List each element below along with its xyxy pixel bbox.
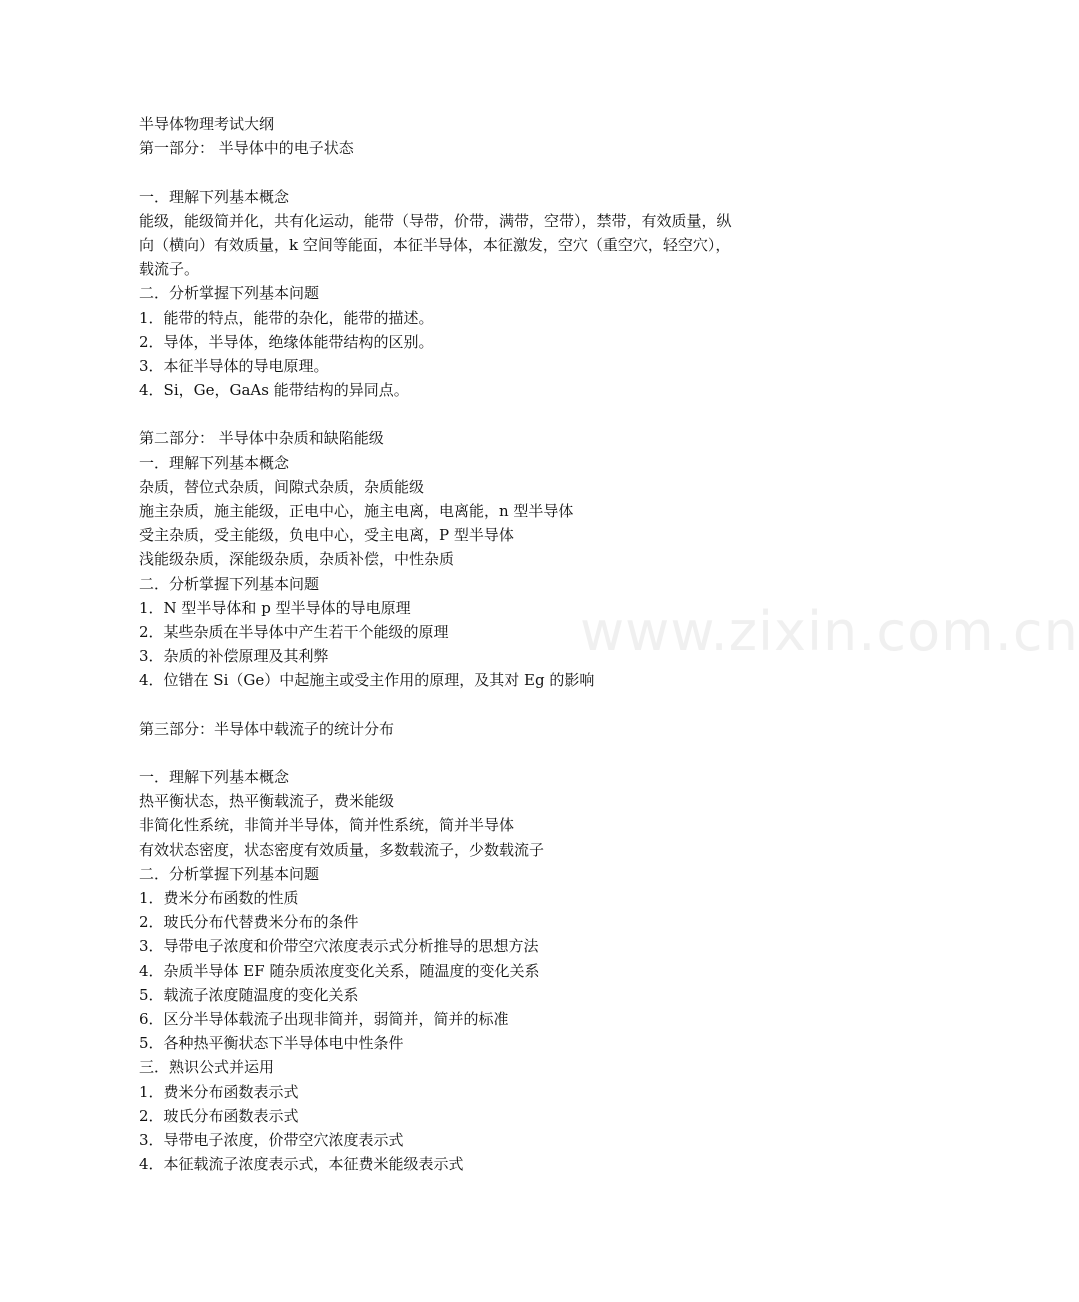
- text-line: 施主杂质，施主能级，正电中心，施主电离，电离能，n 型半导体: [139, 502, 574, 520]
- text-line: 二．分析掌握下列基本问题: [139, 864, 320, 883]
- text-line: 第一部分： 半导体中的电子状态: [139, 139, 354, 158]
- text-line: 能级，能级简并化，共有化运动，能带（导带，价带，满带，空带），禁带，有效质量，纵: [139, 211, 732, 230]
- text-line: 热平衡状态，热平衡载流子，费米能级: [139, 792, 395, 811]
- text-line: 杂质，替位式杂质，间隙式杂质，杂质能级: [139, 477, 425, 496]
- text-line: 一．理解下列基本概念: [139, 453, 290, 472]
- text-line: 3．杂质的补偿原理及其利弊: [139, 647, 329, 666]
- text-line: 6．区分半导体载流子出现非简并，弱简并，简并的标准: [139, 1009, 509, 1028]
- text-line: 3．导带电子浓度和价带空穴浓度表示式分析推导的思想方法: [139, 937, 539, 956]
- text-line: 4．本征载流子浓度表示式，本征费米能级表示式: [139, 1155, 464, 1174]
- watermark: www.zixin.com.cn: [580, 600, 1079, 663]
- text-line: 2．导体，半导体，绝缘体能带结构的区别。: [139, 332, 434, 351]
- text-line: 浅能级杂质，深能级杂质，杂质补偿，中性杂质: [139, 550, 455, 569]
- text-line: 受主杂质，受主能级，负电中心，受主电离，P 型半导体: [139, 526, 514, 545]
- text-line: 载流子。: [139, 260, 200, 279]
- text-line: 1．能带的特点，能带的杂化，能带的描述。: [139, 308, 434, 327]
- blank-line: [139, 402, 799, 426]
- blank-line: [139, 741, 799, 765]
- text-line: 1．费米分布函数表示式: [139, 1082, 299, 1101]
- text-line: 2．玻氏分布代替费米分布的条件: [139, 913, 359, 932]
- text-line: 5．载流子浓度随温度的变化关系: [139, 985, 359, 1004]
- blank-line: [139, 160, 799, 184]
- text-line: 2．某些杂质在半导体中产生若干个能级的原理: [139, 622, 449, 641]
- text-line: 2．玻氏分布函数表示式: [139, 1106, 299, 1125]
- text-line: 4．位错在 Si（Ge）中起施主或受主作用的原理，及其对 Eg 的影响: [139, 671, 595, 690]
- text-line: 1．费米分布函数的性质: [139, 889, 299, 907]
- text-line: 一．理解下列基本概念: [139, 768, 290, 787]
- text-line: 4．杂质半导体 EF 随杂质浓度变化关系，随温度的变化关系: [139, 961, 540, 980]
- text-line: 一．理解下列基本概念: [139, 187, 290, 206]
- text-line: 有效状态密度，状态密度有效质量，多数载流子，少数载流子: [139, 840, 545, 859]
- document-body: [139, 112, 799, 1176]
- text-line: 向（横向）有效质量，k 空间等能面，本征半导体，本征激发，空穴（重空穴，轻空穴），: [139, 235, 731, 254]
- text-line: 第二部分： 半导体中杂质和缺陷能级: [139, 429, 384, 448]
- text-line: 非简化性系统，非简并半导体，简并性系统，简并半导体: [139, 816, 515, 835]
- blank-line: [139, 693, 799, 717]
- text-line: 第三部分：半导体中载流子的统计分布: [139, 719, 395, 738]
- text-line: 二．分析掌握下列基本问题: [139, 574, 320, 593]
- text-line: 3．导带电子浓度，价带空穴浓度表示式: [139, 1130, 404, 1149]
- document-title: 半导体物理考试大纲: [139, 115, 275, 133]
- text-line: 1．N 型半导体和 p 型半导体的导电原理: [139, 598, 411, 617]
- text-line: 3．本征半导体的导电原理。: [139, 356, 329, 375]
- text-line: 二．分析掌握下列基本问题: [139, 284, 320, 303]
- text-line: 5．各种热平衡状态下半导体电中性条件: [139, 1034, 404, 1053]
- text-line: 4．Si，Ge，GaAs 能带结构的异同点。: [139, 381, 409, 400]
- text-line: 三．熟识公式并运用: [139, 1058, 275, 1077]
